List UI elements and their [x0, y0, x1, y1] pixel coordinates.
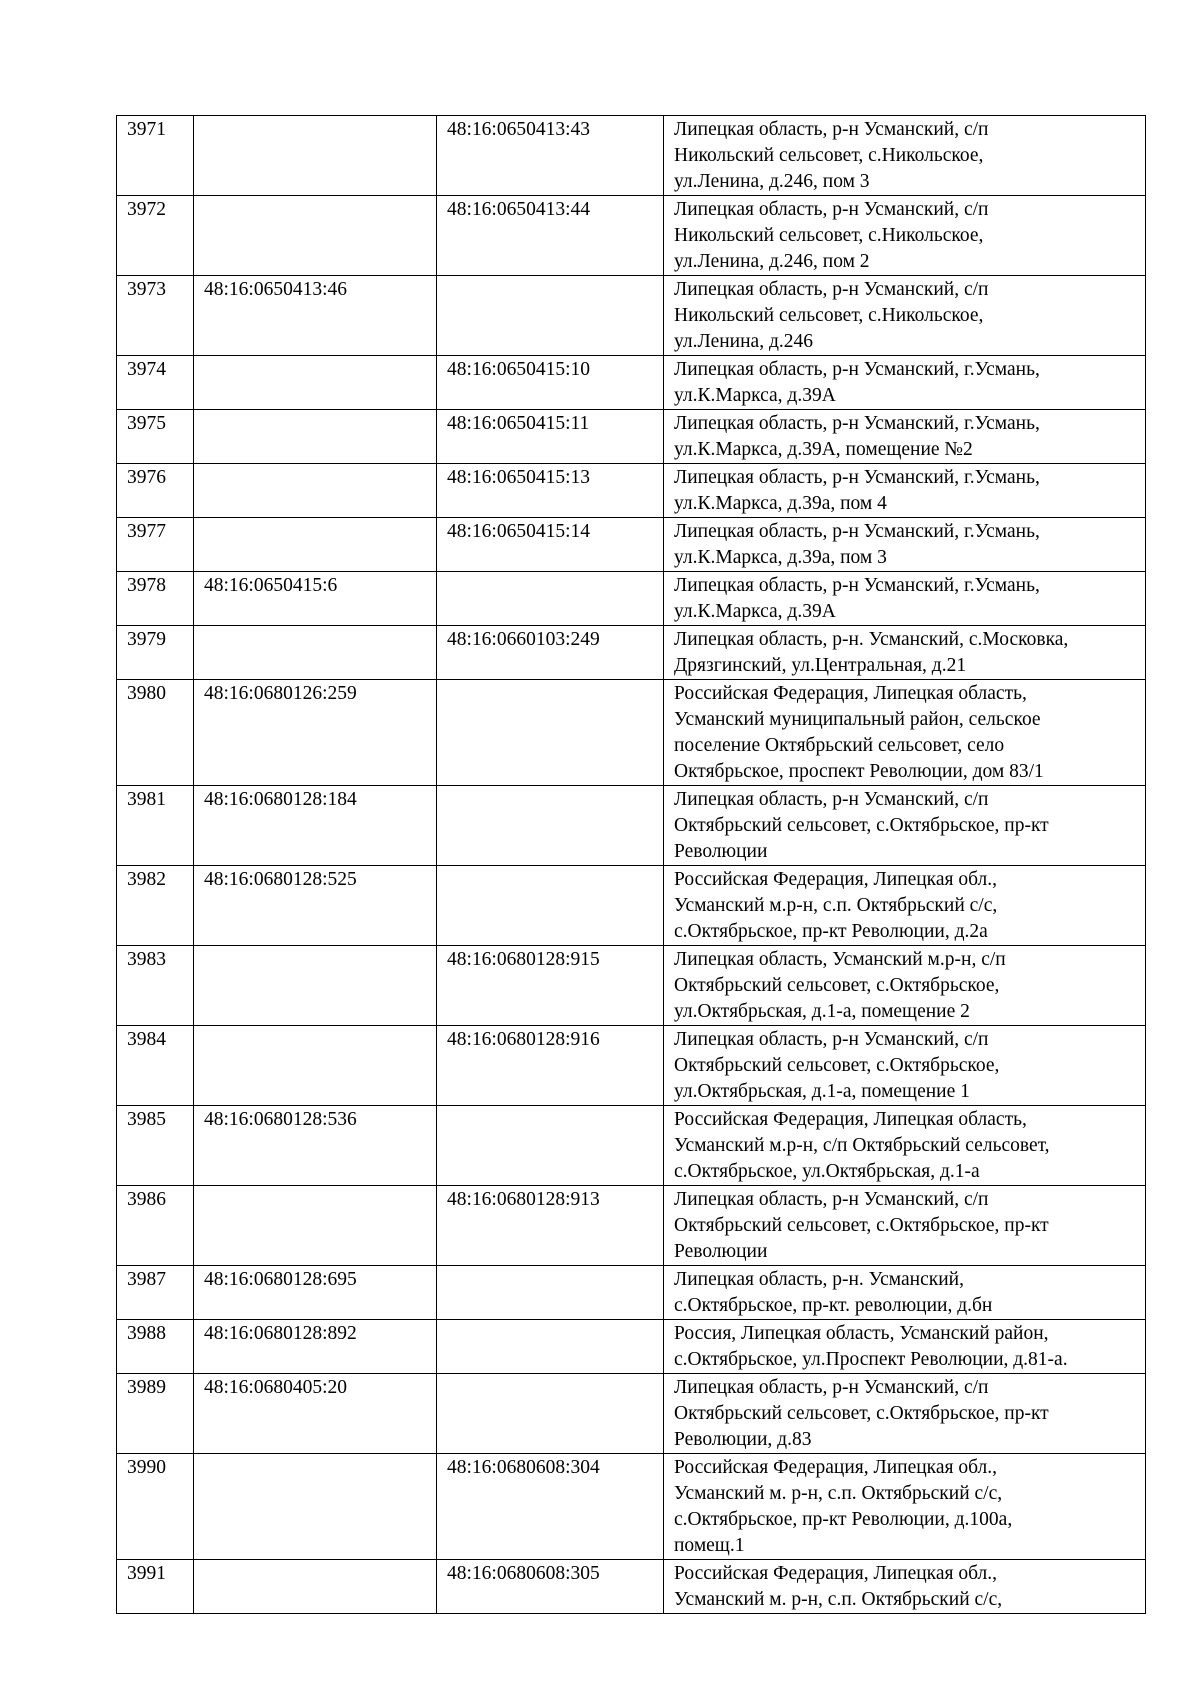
object-cadastral-number-cell: 48:16:0650415:10: [437, 356, 664, 410]
row-number-cell: 3971: [117, 116, 194, 196]
address-line: Липецкая область, р-н Усманский, г.Усмань,: [674, 575, 1040, 596]
table-row: [117, 1454, 1146, 1560]
land-cadastral-number-cell: [194, 1186, 437, 1266]
table-row: [117, 1374, 1146, 1454]
table-row: [117, 572, 1146, 626]
address-cell: [664, 866, 1146, 946]
row-number-cell: 3977: [117, 518, 194, 572]
address-line: поселение Октябрьский сельсовет, село: [674, 735, 1005, 756]
land-cadastral-number-cell: 48:16:0680128:695: [194, 1266, 437, 1320]
row-number-cell: 3990: [117, 1454, 194, 1560]
table-row: [117, 1320, 1146, 1374]
table-row: [117, 1106, 1146, 1186]
address-line: Усманский м. р-н, с.п. Октябрьский с/с,: [674, 1483, 1003, 1504]
address-line: с.Октябрьское, ул.Октябрьская, д.1-а: [674, 1161, 980, 1182]
address-cell: [664, 1374, 1146, 1454]
address-cell: [664, 946, 1146, 1026]
row-number-cell: 3980: [117, 680, 194, 786]
object-cadastral-number-cell: [437, 572, 664, 626]
address-line: ул.К.Маркса, д.39а, пом 4: [674, 493, 887, 514]
address-line: Российская Федерация, Липецкая обл.,: [674, 1457, 998, 1478]
table-row: [117, 356, 1146, 410]
address-line: ул.К.Маркса, д.39А, помещение №2: [674, 439, 973, 460]
registry-table: [116, 115, 1146, 1614]
land-cadastral-number-cell: 48:16:0680128:525: [194, 866, 437, 946]
object-cadastral-number-cell: 48:16:0680128:913: [437, 1186, 664, 1266]
address-line: Революции: [674, 1241, 768, 1262]
object-cadastral-number-cell: 48:16:0650415:14: [437, 518, 664, 572]
address-line: с.Октябрьское, ул.Проспект Революции, д.81-а.: [674, 1349, 1068, 1370]
address-line: Никольский сельсовет, с.Никольское,: [674, 145, 984, 166]
row-number-cell: 3983: [117, 946, 194, 1026]
row-number-cell: 3981: [117, 786, 194, 866]
land-cadastral-number-cell: [194, 196, 437, 276]
object-cadastral-number-cell: [437, 866, 664, 946]
land-cadastral-number-cell: 48:16:0680128:892: [194, 1320, 437, 1374]
address-line: ул.Октябрьская, д.1-а, помещение 1: [674, 1081, 970, 1102]
address-line: Липецкая область, р-н Усманский, с/п: [674, 199, 989, 220]
address-cell: [664, 116, 1146, 196]
address-cell: [664, 518, 1146, 572]
land-cadastral-number-cell: 48:16:0650413:46: [194, 276, 437, 356]
address-line: Липецкая область, р-н Усманский, с/п: [674, 1029, 989, 1050]
address-line: Российская Федерация, Липецкая обл.,: [674, 869, 998, 890]
row-number-cell: 3986: [117, 1186, 194, 1266]
address-line: Октябрьский сельсовет, с.Октябрьское,: [674, 1055, 1000, 1076]
row-number-cell: 3979: [117, 626, 194, 680]
address-line: Липецкая область, р-н. Усманский,: [674, 1269, 964, 1290]
table-row: [117, 196, 1146, 276]
address-line: помещ.1: [674, 1535, 745, 1556]
address-line: ул.К.Маркса, д.39а, пом 3: [674, 547, 887, 568]
address-line: с.Октябрьское, пр-кт Революции, д.100а,: [674, 1509, 1013, 1530]
land-cadastral-number-cell: [194, 518, 437, 572]
table-row: [117, 1186, 1146, 1266]
table-row: [117, 464, 1146, 518]
row-number-cell: 3978: [117, 572, 194, 626]
land-cadastral-number-cell: [194, 626, 437, 680]
address-line: Дрязгинский, ул.Центральная, д.21: [674, 655, 967, 676]
address-line: Российская Федерация, Липецкая область,: [674, 683, 1027, 704]
object-cadastral-number-cell: [437, 1374, 664, 1454]
address-line: Октябрьский сельсовет, с.Октябрьское, пр-кт: [674, 815, 1049, 836]
address-line: Усманский муниципальный район, сельское: [674, 709, 1041, 730]
table-row: [117, 626, 1146, 680]
table-row: [117, 866, 1146, 946]
land-cadastral-number-cell: [194, 116, 437, 196]
address-cell: [664, 786, 1146, 866]
land-cadastral-number-cell: 48:16:0680128:184: [194, 786, 437, 866]
land-cadastral-number-cell: [194, 410, 437, 464]
table-row: [117, 946, 1146, 1026]
land-cadastral-number-cell: [194, 464, 437, 518]
address-line: Усманский м. р-н, с.п. Октябрьский с/с,: [674, 1589, 1003, 1610]
object-cadastral-number-cell: 48:16:0650415:13: [437, 464, 664, 518]
address-cell: [664, 626, 1146, 680]
address-line: Российская Федерация, Липецкая область,: [674, 1109, 1027, 1130]
registry-table-body: [117, 116, 1146, 1614]
row-number-cell: 3987: [117, 1266, 194, 1320]
object-cadastral-number-cell: 48:16:0650415:11: [437, 410, 664, 464]
address-cell: [664, 1106, 1146, 1186]
object-cadastral-number-cell: 48:16:0680128:916: [437, 1026, 664, 1106]
row-number-cell: 3976: [117, 464, 194, 518]
address-cell: [664, 1454, 1146, 1560]
row-number-cell: 3982: [117, 866, 194, 946]
object-cadastral-number-cell: [437, 1106, 664, 1186]
table-row: [117, 410, 1146, 464]
table-row: [117, 276, 1146, 356]
row-number-cell: 3988: [117, 1320, 194, 1374]
address-line: Никольский сельсовет, с.Никольское,: [674, 305, 984, 326]
address-cell: [664, 680, 1146, 786]
address-line: ул.Ленина, д.246: [674, 331, 814, 352]
table-row: [117, 518, 1146, 572]
address-cell: [664, 276, 1146, 356]
land-cadastral-number-cell: [194, 946, 437, 1026]
address-line: ул.К.Маркса, д.39А: [674, 385, 836, 406]
address-cell: [664, 572, 1146, 626]
address-line: ул.Ленина, д.246, пом 2: [674, 251, 870, 272]
address-cell: [664, 1560, 1146, 1614]
address-line: с.Октябрьское, пр-кт Революции, д.2а: [674, 921, 988, 942]
address-line: Октябрьский сельсовет, с.Октябрьское, пр-кт: [674, 1215, 1049, 1236]
address-line: Липецкая область, р-н. Усманский, с.Московка,: [674, 629, 1069, 650]
address-line: Революции: [674, 841, 768, 862]
land-cadastral-number-cell: 48:16:0680128:536: [194, 1106, 437, 1186]
address-line: Липецкая область, Усманский м.р-н, с/п: [674, 949, 1006, 970]
object-cadastral-number-cell: 48:16:0680608:305: [437, 1560, 664, 1614]
address-line: Октябрьский сельсовет, с.Октябрьское, пр-кт: [674, 1403, 1049, 1424]
land-cadastral-number-cell: 48:16:0680405:20: [194, 1374, 437, 1454]
table-row: [117, 116, 1146, 196]
row-number-cell: 3974: [117, 356, 194, 410]
address-line: Усманский м.р-н, с.п. Октябрьский с/с,: [674, 895, 998, 916]
object-cadastral-number-cell: 48:16:0660103:249: [437, 626, 664, 680]
address-line: Липецкая область, р-н Усманский, г.Усмань,: [674, 359, 1040, 380]
address-cell: [664, 196, 1146, 276]
address-cell: [664, 464, 1146, 518]
object-cadastral-number-cell: [437, 276, 664, 356]
object-cadastral-number-cell: 48:16:0680128:915: [437, 946, 664, 1026]
address-line: Октябрьское, проспект Революции, дом 83/1: [674, 761, 1044, 782]
table-row: [117, 680, 1146, 786]
address-line: ул.Октябрьская, д.1-а, помещение 2: [674, 1001, 970, 1022]
row-number-cell: 3972: [117, 196, 194, 276]
object-cadastral-number-cell: [437, 680, 664, 786]
row-number-cell: 3989: [117, 1374, 194, 1454]
address-cell: [664, 1320, 1146, 1374]
object-cadastral-number-cell: 48:16:0650413:43: [437, 116, 664, 196]
table-row: [117, 1026, 1146, 1106]
address-line: ул.К.Маркса, д.39А: [674, 601, 836, 622]
address-line: Липецкая область, р-н Усманский, г.Усмань,: [674, 467, 1040, 488]
address-cell: [664, 1186, 1146, 1266]
address-line: с.Октябрьское, пр-кт. революции, д.бн: [674, 1295, 993, 1316]
address-line: Никольский сельсовет, с.Никольское,: [674, 225, 984, 246]
address-line: Липецкая область, р-н Усманский, с/п: [674, 1377, 989, 1398]
object-cadastral-number-cell: [437, 1320, 664, 1374]
object-cadastral-number-cell: [437, 786, 664, 866]
row-number-cell: 3985: [117, 1106, 194, 1186]
address-line: Липецкая область, р-н Усманский, г.Усмань,: [674, 413, 1040, 434]
address-cell: [664, 410, 1146, 464]
land-cadastral-number-cell: [194, 1454, 437, 1560]
object-cadastral-number-cell: [437, 1266, 664, 1320]
row-number-cell: 3975: [117, 410, 194, 464]
table-row: [117, 786, 1146, 866]
address-cell: [664, 356, 1146, 410]
address-line: Российская Федерация, Липецкая обл.,: [674, 1563, 998, 1584]
address-line: Липецкая область, р-н Усманский, с/п: [674, 1189, 989, 1210]
address-line: Липецкая область, р-н Усманский, с/п: [674, 119, 989, 140]
land-cadastral-number-cell: [194, 1026, 437, 1106]
address-cell: [664, 1266, 1146, 1320]
object-cadastral-number-cell: 48:16:0650413:44: [437, 196, 664, 276]
address-line: Октябрьский сельсовет, с.Октябрьское,: [674, 975, 1000, 996]
land-cadastral-number-cell: 48:16:0680126:259: [194, 680, 437, 786]
object-cadastral-number-cell: 48:16:0680608:304: [437, 1454, 664, 1560]
table-row: [117, 1560, 1146, 1614]
land-cadastral-number-cell: [194, 1560, 437, 1614]
land-cadastral-number-cell: 48:16:0650415:6: [194, 572, 437, 626]
row-number-cell: 3991: [117, 1560, 194, 1614]
address-line: Липецкая область, р-н Усманский, с/п: [674, 789, 989, 810]
address-line: Россия, Липецкая область, Усманский район,: [674, 1323, 1049, 1344]
address-line: Липецкая область, р-н Усманский, г.Усмань,: [674, 521, 1040, 542]
address-line: ул.Ленина, д.246, пом 3: [674, 171, 870, 192]
row-number-cell: 3984: [117, 1026, 194, 1106]
address-cell: [664, 1026, 1146, 1106]
table-row: [117, 1266, 1146, 1320]
land-cadastral-number-cell: [194, 356, 437, 410]
row-number-cell: 3973: [117, 276, 194, 356]
address-line: Революции, д.83: [674, 1429, 812, 1450]
address-line: Липецкая область, р-н Усманский, с/п: [674, 279, 989, 300]
address-line: Усманский м.р-н, с/п Октябрьский сельсовет,: [674, 1135, 1050, 1156]
